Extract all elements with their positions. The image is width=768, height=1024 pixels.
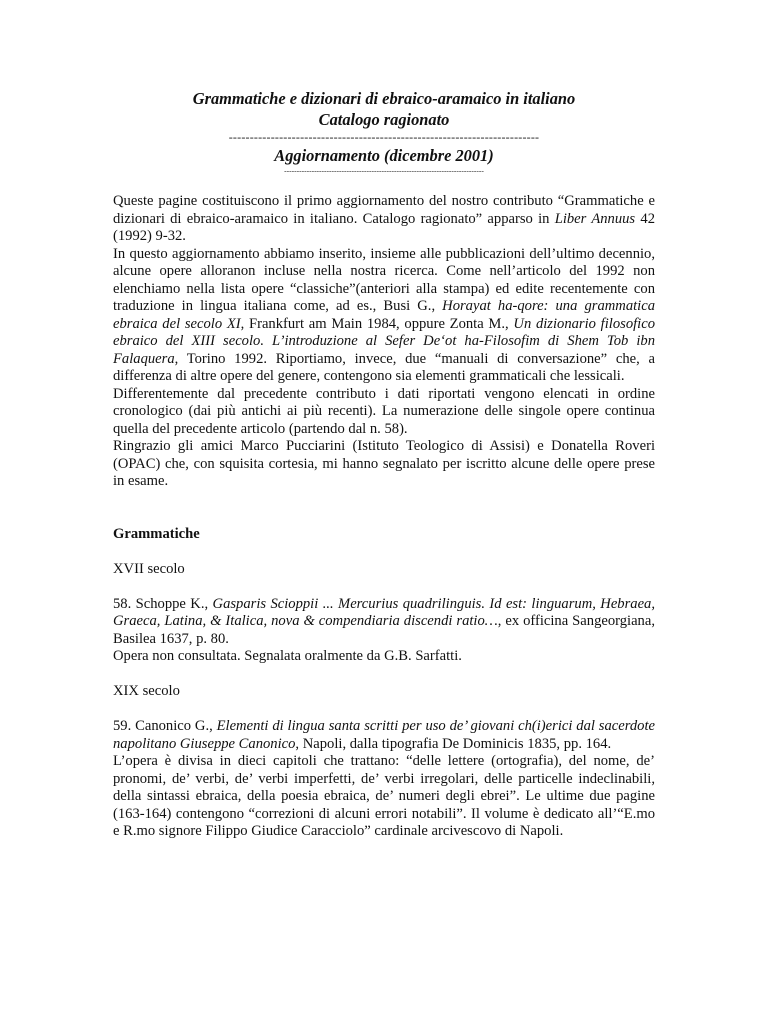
text-segment: , Frankfurt am Main 1984, oppure Zonta M., [240,315,514,332]
text-segment: Ringrazio gli amici Marco Pucciarini (Istituto Teologico di Assisi) e Donatella Roveri (OPAC) che, con squisita cortesia, mi hanno segnalato per iscritto alcune delle opere prese in esame. [113,438,655,489]
bibliography-entry [113,596,655,649]
intro-paragraph [113,386,655,439]
text-segment: In questo aggiornamento abbiamo inserito, insieme alle pubblicazioni dell’ultimo decennio, alcune opere alloranon incluse nella nostra ricerca. Come nell’articolo del 1992 non elenchiamo nella lista opere “classiche”(anteriori alla stampa) ed edite recentemente con traduzione in lingua italiana come, ad es., Busi G., [113,245,655,314]
intro-paragraph [113,193,655,246]
dashed-rule-short: -------------------------------------------------------------------------------- [284,166,484,175]
italic-text-segment: Horayat ha-qore: una grammatica ebraica del secolo XI [113,298,655,332]
intro-paragraph [113,438,655,491]
century-heading: XIX secolo [113,683,180,699]
text-segment: Queste pagine costituiscono il primo aggiornamento del nostro contributo “Grammatiche e dizionari di ebraico-aramaico in italiano. Catalogo ragionato” apparso in [113,193,655,227]
italic-text-segment: Un dizionario filosofico ebraico del XIII secolo. L’introduzione al Sefer De‘ot ha-Filosofim di Shem Tob ibn Falaquera [113,315,655,367]
italic-text-segment: Elementi di lingua santa scritti per uso de’ giovani ch(i)erici dal sacerdote napolitano Giuseppe Canonico [113,718,655,752]
section-heading: Grammatiche [113,525,200,542]
text-segment: 58. Schoppe K., [113,595,213,612]
dashed-rule: -------------------------------------------------------------------------- [228,131,540,143]
document-title: Grammatiche e dizionari di ebraico-aramaico in italiano [192,89,576,108]
text-segment: , Torino 1992. Riportiamo, invece, due “manuali di conversazione” che, a differenza di altre opere del genere, contengono sia elementi grammaticali che lessicali. [113,350,655,384]
text-segment: , ex officina Sangeorgiana, Basilea 1637, p. 80. [113,613,655,647]
text-segment: 59. Canonico G., [113,718,217,734]
italic-text-segment: Liber Annuus [554,210,636,227]
bibliography-entry [113,718,655,753]
text-segment: , Napoli, dalla tipografia De Dominicis 1835, pp. 164. [295,735,612,752]
text-segment: 42 (1992) 9-32. [113,210,655,244]
italic-text-segment: Gasparis Scioppii ... Mercurius quadrilinguis. Id est: linguarum, Hebraea, Graeca, Latina, & Italica, nova & compendiaria discendi ratio… [113,595,655,629]
text-segment: Differentemente dal precedente contributo i dati riportati vengono elencati in ordine cronologico (dai più antichi ai più recenti). La numerazione delle singole opere continua quella del precedente articolo (partendo dal n. 58). [113,385,655,437]
document-header [0,88,768,175]
entry-note: L’opera è divisa in dieci capitoli che trattano: “delle lettere (ortografia), del nome, de’ pronomi, de’ verbi, de’ verbi imperfetti, de’ verbi irregolari, delle particelle indeclinabili, della sintassi ebraica, della poesia ebraica, de’ numeri degli ebrei”. Le ultime due pagine (163-164) contengono “correzioni di alcuni errori notabili”. Il volume è dedicato all’“E.mo e R.mo signore Filippo Giudice Caracciolo” cardinale arcivescovo di Napoli. [113,753,655,839]
document-subtitle: Catalogo ragionato [318,110,450,129]
intro-paragraph [113,246,655,386]
entry-note: Opera non consultata. Segnalata oralmente da G.B. Sarfatti. [113,648,462,664]
update-heading: Aggiornamento (dicembre 2001) [274,146,494,165]
century-heading: XVII secolo [113,560,185,577]
document-body [113,193,655,841]
